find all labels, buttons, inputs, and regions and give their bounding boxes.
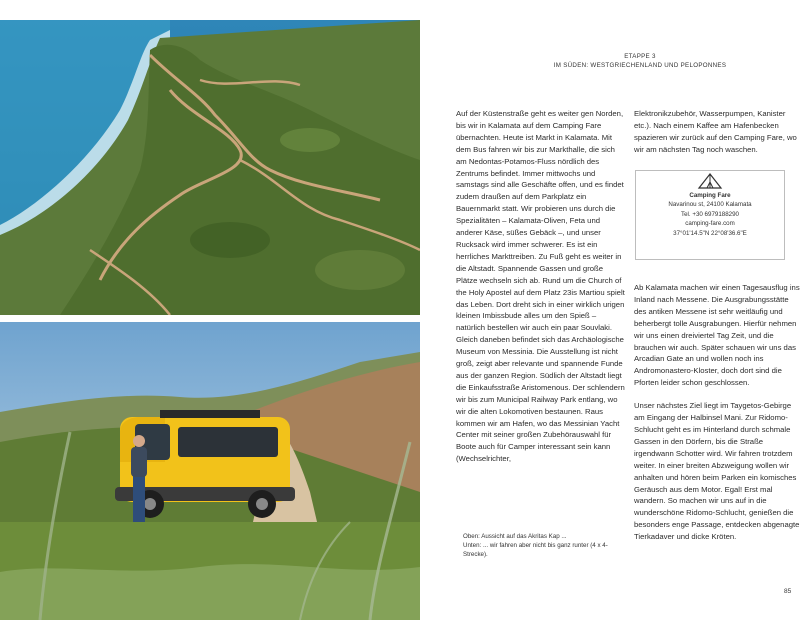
body-paragraph: Unser nächstes Ziel liegt im Taygetos-Gebirge am Eingang der Halbinsel Mani. Zur Ridomo-Schlucht geht es im Hinterland durch schmale Gassen in den Dörfern, bis die Straße irgendwann Schotter wird. Wir fahren trotzdem weiter. In einer breiten Abzweigung wollen wir anhalten und hören beim Parken ein komisches Geräusch aus dem Motor. Egal! Erst mal wandern. So machen wir uns auf in die wunderschöne Ridomo-Schlucht, genießen die besonders enge Passage, entdecken abgenagte Tierkadaver und dicke Kröten. bbox=[634, 401, 800, 542]
text-column-left bbox=[456, 108, 626, 465]
campsite-address: Navarinou st, 24100 Kalamata bbox=[668, 201, 752, 209]
campsite-coordinates: 37°01'14.5"N 22°08'36.6"E bbox=[673, 229, 747, 237]
text-column-right-bottom bbox=[634, 282, 800, 543]
tent-icon bbox=[697, 173, 723, 189]
body-paragraph: Elektronikzubehör, Wasserpumpen, Kanister etc.). Nach einem Kaffee am Hafenbecken spazieren wir zurück auf den Camping Fare, wo wir am nächsten Tag noch waschen. bbox=[634, 109, 797, 154]
yellow-camper-van-photo bbox=[0, 322, 420, 620]
campsite-name: Camping Fare bbox=[689, 192, 731, 199]
chapter-title: IM SÜDEN: WESTGRIECHENLAND UND PELOPONNES bbox=[553, 62, 727, 69]
chapter-header bbox=[540, 52, 740, 70]
campsite-info-box bbox=[635, 170, 785, 260]
text-column-right-top bbox=[634, 108, 800, 156]
campsite-phone: Tel. +30 6979188290 bbox=[681, 210, 739, 218]
stage-label: ETAPPE 3 bbox=[624, 53, 656, 60]
page-number: 85 bbox=[784, 588, 792, 595]
caption-top: Oben: Aussicht auf das Akritas Kap ... bbox=[463, 533, 567, 540]
photo-caption bbox=[463, 532, 613, 560]
body-paragraph: Ab Kalamata machen wir einen Tagesausflug ins Inland nach Messene. Die Ausgrabungsstätte des antiken Messene ist sehr weitläufig und beherbergt tolle Ausgrabungen. Hierfür nehmen wir uns einen dreiviertel Tag Zeit, und die brauchen wir auch. Später schauen wir uns das Arcadian Gate an und wollen noch ins Andromonastero-Kloster, doch dort sind die Pforten leider schon geschlossen. bbox=[634, 283, 800, 388]
caption-bottom: Unten: ... wir fahren aber nicht bis ganz runter (4 x 4-Strecke). bbox=[463, 542, 608, 559]
coast-aerial-photo bbox=[0, 20, 420, 315]
campsite-website[interactable]: camping-fare.com bbox=[685, 220, 735, 228]
body-paragraph: Auf der Küstenstraße geht es weiter gen Norden, bis wir in Kalamata auf dem Camping Fare übernachten. Heute ist Markt in Kalamata. Mit dem Bus fahren wir bis zur Markthalle, die sich am Nedontas-Potamos-Fluss nördlich des Zentrums befindet. Immer mittwochs und samstags sind alle Geschäfte offen, und es findet zudem draußen auf dem Parkplatz ein Bauernmarkt statt. Wir probieren uns durch die Spezialitäten – Kalamata-Oliven, Feta und anderer Käse, süßes Gebäck –, und unser Rucksack wird immer schwerer. Es ist ein herrliches Markttreiben. Zu Fuß geht es weiter in die Altstadt. Spannende Gassen und große Plätze wechseln sich ab. Rund um die Church of the Holy Apostel auf dem Platz 23is Martiou spielt das Leben. Dort dreht sich in einer wirklich urigen kleinen Imbissbude alles um den Spieß – natürlich bestellen wir auch ein paar Souvlaki. Gleich daneben befindet sich das Archäologische Museum von Messinia. Die Ausstellung ist nicht groß, zeigt aber relevante und spannende Funde aus der ganzen Region. Südlich der Altstadt liegt die Einkaufsstraße Aristomenous. Der schlendern wir bis zum Municipal Railway Park entlang, wo wir die alten Lokomotiven bestaunen. Raus kommen wir am Hafen, wo das Messinian Yacht Center mit seiner großen Zubehörauswahl für Boote auch für Camper interessant sein kann (Wechselrichter, bbox=[456, 109, 625, 464]
